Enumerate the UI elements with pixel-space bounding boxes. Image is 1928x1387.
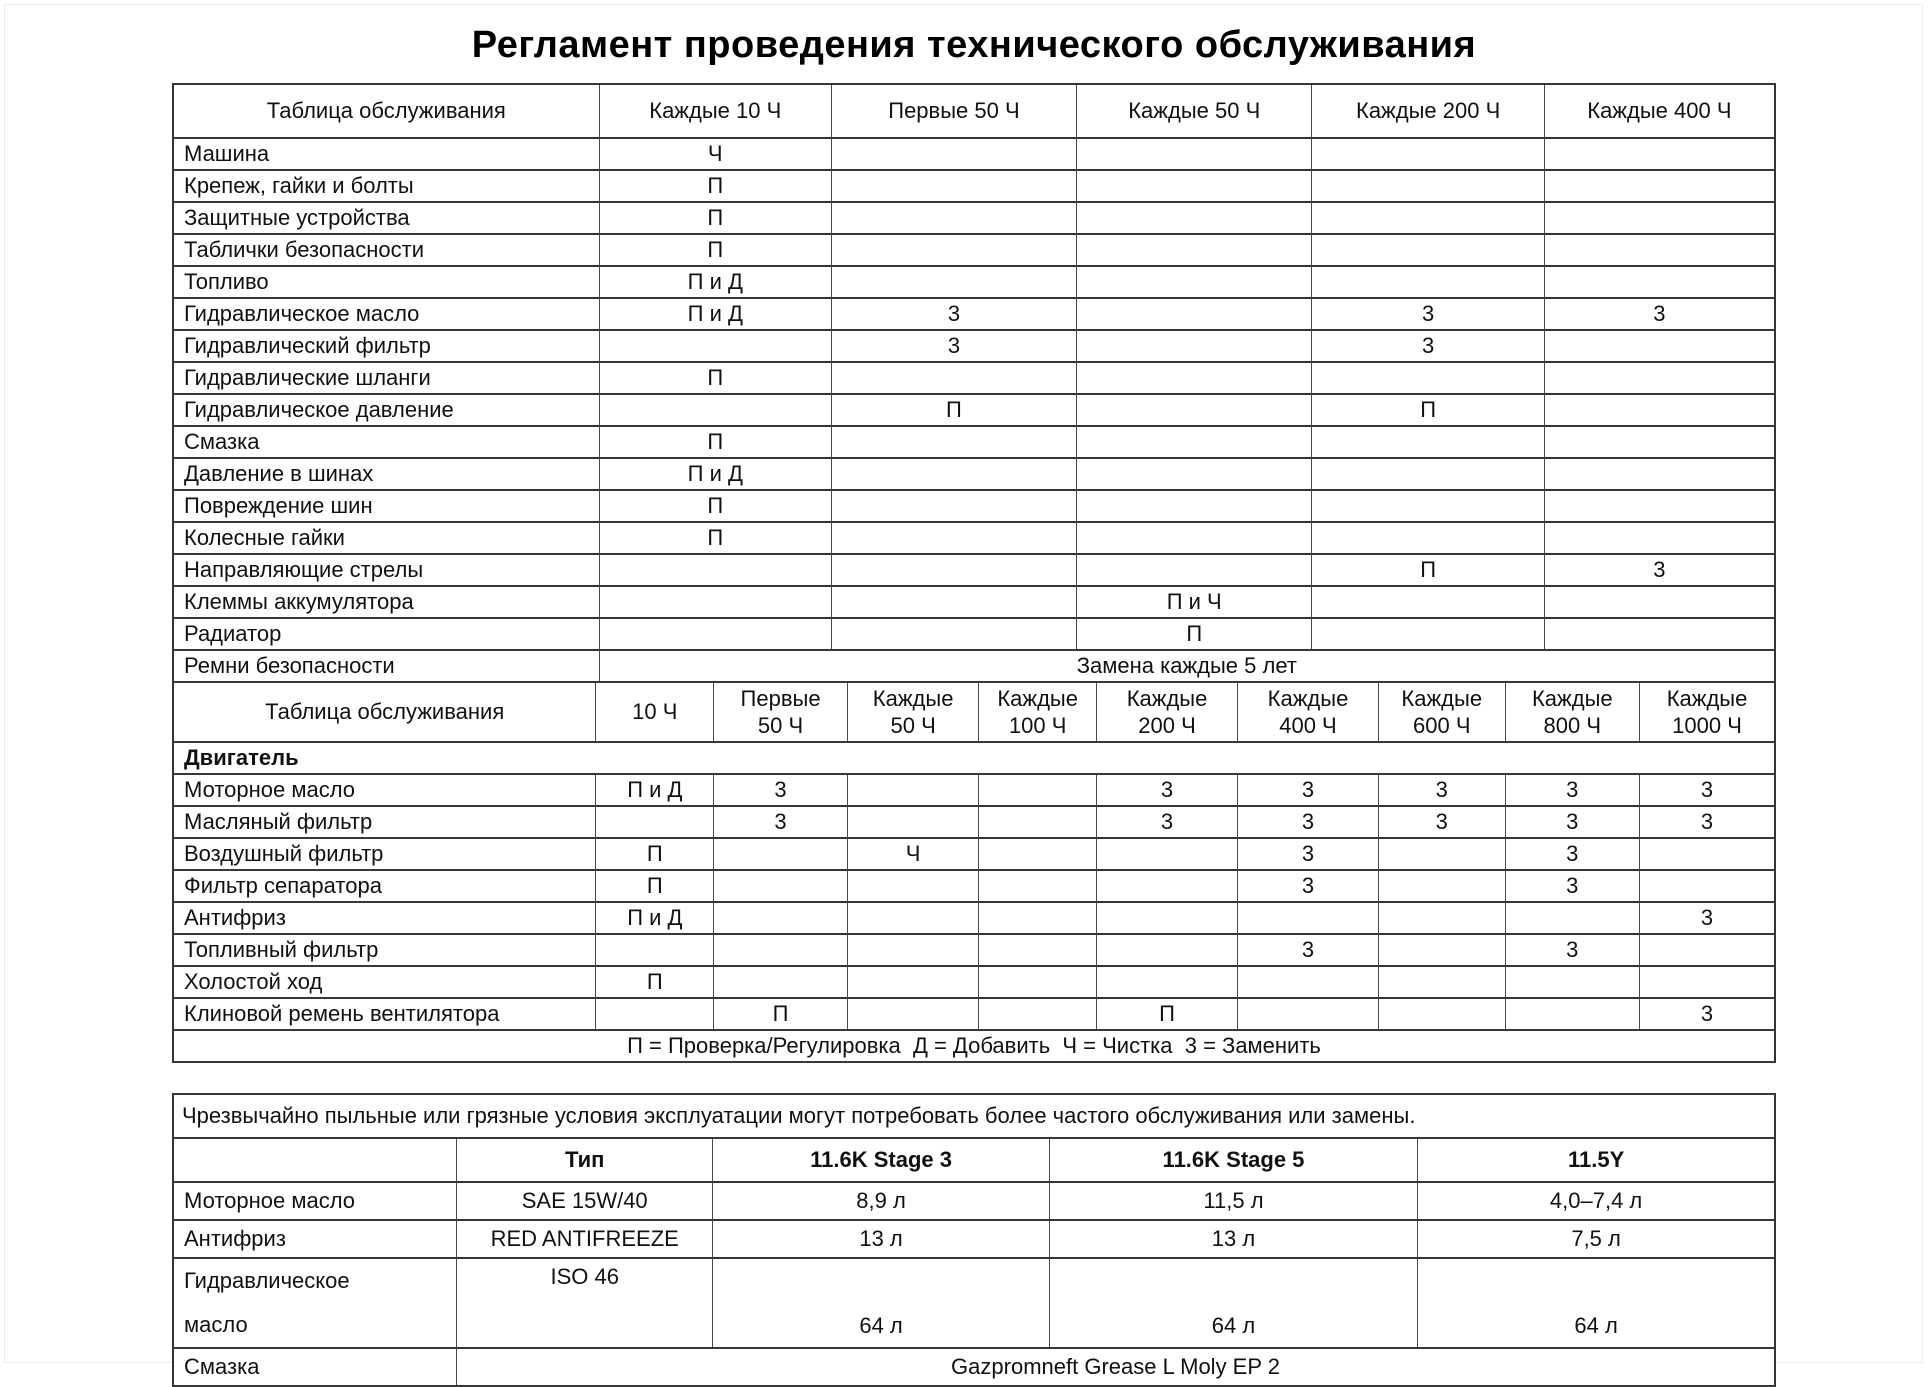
schedule-value — [599, 394, 831, 426]
schedule-value: П и Ч — [1077, 586, 1312, 618]
table-row — [173, 554, 1775, 586]
schedule-value: 3 — [1640, 774, 1775, 806]
schedule-value — [979, 998, 1097, 1030]
schedule-value — [1077, 266, 1312, 298]
header-row — [173, 1138, 1775, 1182]
schedule-value — [979, 838, 1097, 870]
schedule-value: П и Д — [596, 774, 714, 806]
column-header: Каждые 200 Ч — [1312, 84, 1544, 138]
column-header: 11.5Y — [1418, 1138, 1775, 1182]
schedule-value — [1312, 266, 1544, 298]
merged-schedule-value: Замена каждые 5 лет — [599, 650, 1775, 682]
merged-capacity-value: Gazpromneft Grease L Moly EP 2 — [457, 1348, 1775, 1386]
schedule-value — [1544, 170, 1775, 202]
row-label: Давление в шинах — [173, 458, 599, 490]
table-row — [173, 298, 1775, 330]
column-header: Каждые 800 Ч — [1505, 682, 1640, 742]
schedule-value: 3 — [1640, 902, 1775, 934]
schedule-value: П — [596, 966, 714, 998]
table-row — [173, 266, 1775, 298]
schedule-value: П — [596, 838, 714, 870]
schedule-value: 3 — [1097, 806, 1238, 838]
schedule-value — [1312, 490, 1544, 522]
table-row — [173, 426, 1775, 458]
schedule-value — [979, 774, 1097, 806]
schedule-value — [979, 934, 1097, 966]
row-label: Направляющие стрелы — [173, 554, 599, 586]
schedule-value — [847, 902, 978, 934]
schedule-value: П — [1312, 554, 1544, 586]
schedule-value: П — [1312, 394, 1544, 426]
schedule-value: П и Д — [599, 298, 831, 330]
row-label: Радиатор — [173, 618, 599, 650]
schedule-value: П — [599, 522, 831, 554]
schedule-value — [847, 998, 978, 1030]
header-row — [173, 682, 1775, 742]
schedule-value — [599, 554, 831, 586]
row-label: Клеммы аккумулятора — [173, 586, 599, 618]
schedule-value — [599, 330, 831, 362]
schedule-value — [1544, 618, 1775, 650]
schedule-value — [831, 202, 1076, 234]
schedule-value: 3 — [1544, 554, 1775, 586]
schedule-value: П и Д — [599, 266, 831, 298]
capacity-value: 13 л — [1049, 1220, 1417, 1258]
schedule-value: 3 — [1238, 774, 1379, 806]
schedule-value — [1097, 966, 1238, 998]
row-label: Гидравлическое давление — [173, 394, 599, 426]
schedule-value — [1238, 966, 1379, 998]
schedule-value — [831, 170, 1076, 202]
schedule-value — [847, 966, 978, 998]
schedule-value: Ч — [847, 838, 978, 870]
schedule-value — [1097, 934, 1238, 966]
schedule-value: П — [599, 426, 831, 458]
table-row — [173, 234, 1775, 266]
table-row — [173, 458, 1775, 490]
header-row — [173, 84, 1775, 138]
table-row — [173, 490, 1775, 522]
table-row — [173, 774, 1775, 806]
schedule-value — [831, 554, 1076, 586]
fluid-type: RED ANTIFREEZE — [457, 1220, 713, 1258]
column-header: 11.6K Stage 3 — [713, 1138, 1049, 1182]
row-label: Холостой ход — [173, 966, 596, 998]
schedule-value: 3 — [1238, 838, 1379, 870]
schedule-value — [1544, 138, 1775, 170]
schedule-value: 3 — [1640, 806, 1775, 838]
schedule-value — [1544, 490, 1775, 522]
schedule-value — [831, 522, 1076, 554]
table-row — [173, 966, 1775, 998]
schedule-value — [1544, 202, 1775, 234]
schedule-value — [1077, 426, 1312, 458]
page-title: Регламент проведения технического обслуживания — [471, 24, 1477, 66]
row-label: Топливо — [173, 266, 599, 298]
column-header: Каждые 200 Ч — [1097, 682, 1238, 742]
schedule-value — [1077, 490, 1312, 522]
fluid-type: ISO 46 — [457, 1258, 713, 1348]
schedule-value — [1378, 966, 1505, 998]
schedule-value — [1312, 234, 1544, 266]
schedule-value — [1505, 998, 1640, 1030]
schedule-value — [1077, 330, 1312, 362]
note-row — [173, 1094, 1775, 1138]
row-label: Смазка — [173, 426, 599, 458]
schedule-value — [1077, 138, 1312, 170]
schedule-value — [831, 426, 1076, 458]
schedule-value — [1312, 170, 1544, 202]
table-row — [173, 618, 1775, 650]
schedule-value — [847, 806, 978, 838]
legend-row — [173, 1030, 1775, 1062]
schedule-value — [1312, 362, 1544, 394]
schedule-value — [1544, 426, 1775, 458]
schedule-value — [1312, 202, 1544, 234]
schedule-value — [979, 806, 1097, 838]
schedule-value: П — [599, 234, 831, 266]
schedule-value — [1544, 586, 1775, 618]
schedule-value — [1312, 458, 1544, 490]
schedule-value — [1077, 170, 1312, 202]
maintenance-schedule-table — [172, 83, 1776, 683]
schedule-value — [847, 774, 978, 806]
capacity-value: 13 л — [713, 1220, 1049, 1258]
empty-header — [173, 1138, 457, 1182]
column-header: Первые 50 Ч — [714, 682, 848, 742]
schedule-value — [1544, 394, 1775, 426]
schedule-value — [1312, 522, 1544, 554]
schedule-value — [831, 490, 1076, 522]
schedule-value — [599, 586, 831, 618]
schedule-value — [1097, 870, 1238, 902]
table-row — [173, 586, 1775, 618]
schedule-value: П — [599, 362, 831, 394]
schedule-value — [1097, 902, 1238, 934]
schedule-value — [1378, 998, 1505, 1030]
row-label: Повреждение шин — [173, 490, 599, 522]
schedule-value — [1640, 870, 1775, 902]
schedule-value: П — [599, 170, 831, 202]
schedule-value — [596, 934, 714, 966]
schedule-value: 3 — [1378, 774, 1505, 806]
schedule-value: 3 — [1312, 298, 1544, 330]
row-label: Воздушный фильтр — [173, 838, 596, 870]
schedule-value — [1544, 522, 1775, 554]
schedule-value: 3 — [1505, 934, 1640, 966]
schedule-value: 3 — [1238, 870, 1379, 902]
column-header: Каждые 400 Ч — [1544, 84, 1775, 138]
schedule-value — [1077, 458, 1312, 490]
column-header: 11.6K Stage 5 — [1049, 1138, 1417, 1182]
table-row — [173, 838, 1775, 870]
schedule-value — [1505, 966, 1640, 998]
schedule-value — [1544, 362, 1775, 394]
schedule-value: Ч — [599, 138, 831, 170]
schedule-value: П — [1097, 998, 1238, 1030]
schedule-value: 3 — [1238, 934, 1379, 966]
schedule-value — [596, 806, 714, 838]
schedule-value — [979, 902, 1097, 934]
row-label: Моторное масло — [173, 774, 596, 806]
schedule-value — [714, 934, 848, 966]
schedule-value — [831, 458, 1076, 490]
document-content — [172, 0, 1776, 1387]
schedule-value — [831, 618, 1076, 650]
schedule-value — [1640, 934, 1775, 966]
schedule-value: П — [599, 202, 831, 234]
schedule-value — [1238, 998, 1379, 1030]
row-label: Антифриз — [173, 1220, 457, 1258]
schedule-value — [1378, 902, 1505, 934]
schedule-value — [1378, 934, 1505, 966]
schedule-value: 3 — [1505, 774, 1640, 806]
schedule-value — [831, 362, 1076, 394]
table-row — [173, 1220, 1775, 1258]
column-header: 10 Ч — [596, 682, 714, 742]
column-header: Каждые 100 Ч — [979, 682, 1097, 742]
schedule-value — [831, 234, 1076, 266]
row-label: Крепеж, гайки и болты — [173, 170, 599, 202]
schedule-value: 3 — [1097, 774, 1238, 806]
schedule-value: 3 — [1312, 330, 1544, 362]
table-row — [173, 522, 1775, 554]
schedule-value: 3 — [1640, 998, 1775, 1030]
column-header: Каждые 50 Ч — [847, 682, 978, 742]
table-row — [173, 394, 1775, 426]
schedule-value — [1312, 586, 1544, 618]
merged-row — [173, 650, 1775, 682]
column-header: Каждые 50 Ч — [1077, 84, 1312, 138]
table-row — [173, 870, 1775, 902]
dusty-conditions-note: Чрезвычайно пыльные или грязные условия эксплуатации могут потребовать более частого обслуживания или замены. — [173, 1094, 1775, 1138]
capacity-value: 64 л — [1049, 1258, 1417, 1348]
schedule-value — [714, 902, 848, 934]
schedule-value: 3 — [1378, 806, 1505, 838]
schedule-value: 3 — [831, 298, 1076, 330]
schedule-value: 3 — [1505, 806, 1640, 838]
section-row — [173, 742, 1775, 774]
capacity-value: 64 л — [713, 1258, 1049, 1348]
schedule-value: П — [599, 490, 831, 522]
table-row — [173, 934, 1775, 966]
row-label: Антифриз — [173, 902, 596, 934]
legend-text: П = Проверка/Регулировка Д = Добавить Ч = Чистка 3 = Заменить — [173, 1030, 1775, 1062]
schedule-value — [1097, 838, 1238, 870]
column-header: Тип — [457, 1138, 713, 1182]
schedule-value — [1077, 298, 1312, 330]
row-label: Гидравлическое масло — [173, 298, 599, 330]
schedule-value: П и Д — [596, 902, 714, 934]
schedule-value — [599, 618, 831, 650]
schedule-value: 3 — [1544, 298, 1775, 330]
schedule-value — [1077, 362, 1312, 394]
schedule-value: 3 — [1505, 838, 1640, 870]
schedule-value — [1544, 330, 1775, 362]
schedule-value — [714, 870, 848, 902]
schedule-value — [1640, 966, 1775, 998]
schedule-value — [831, 138, 1076, 170]
schedule-value — [714, 838, 848, 870]
schedule-value: П — [714, 998, 848, 1030]
schedule-value — [1378, 838, 1505, 870]
table-row — [173, 1182, 1775, 1220]
schedule-value — [1544, 458, 1775, 490]
schedule-value — [979, 870, 1097, 902]
schedule-value — [596, 998, 714, 1030]
schedule-value — [1312, 138, 1544, 170]
schedule-value: 3 — [714, 774, 848, 806]
schedule-value — [1077, 554, 1312, 586]
row-label: Таблички безопасности — [173, 234, 599, 266]
merged-row — [173, 1348, 1775, 1386]
capacity-value: 4,0–7,4 л — [1418, 1182, 1775, 1220]
section-header: Двигатель — [173, 742, 1775, 774]
row-label: Машина — [173, 138, 599, 170]
schedule-value — [1312, 618, 1544, 650]
row-label: Гидравлическое масло — [173, 1258, 457, 1348]
row-label: Моторное масло — [173, 1182, 457, 1220]
schedule-value — [1312, 426, 1544, 458]
fluid-type: SAE 15W/40 — [457, 1182, 713, 1220]
table-row — [173, 138, 1775, 170]
schedule-value — [1077, 234, 1312, 266]
schedule-value — [1238, 902, 1379, 934]
table-title-header: Таблица обслуживания — [173, 84, 599, 138]
schedule-value — [1077, 394, 1312, 426]
capacity-value: 11,5 л — [1049, 1182, 1417, 1220]
row-label: Гидравлический фильтр — [173, 330, 599, 362]
schedule-value — [847, 934, 978, 966]
row-label: Гидравлические шланги — [173, 362, 599, 394]
schedule-value: 3 — [714, 806, 848, 838]
row-label: Ремни безопасности — [173, 650, 599, 682]
schedule-value — [1505, 902, 1640, 934]
schedule-value — [1640, 838, 1775, 870]
table-title-header: Таблица обслуживания — [173, 682, 596, 742]
schedule-value: П и Д — [599, 458, 831, 490]
row-label: Топливный фильтр — [173, 934, 596, 966]
row-label: Смазка — [173, 1348, 457, 1386]
schedule-value — [714, 966, 848, 998]
row-label: Фильтр сепаратора — [173, 870, 596, 902]
schedule-value — [1077, 202, 1312, 234]
table-row — [173, 362, 1775, 394]
table-row — [173, 170, 1775, 202]
table-row — [173, 1258, 1775, 1348]
table-row — [173, 330, 1775, 362]
column-header: Первые 50 Ч — [831, 84, 1076, 138]
schedule-value — [831, 586, 1076, 618]
fluids-capacity-table — [172, 1093, 1776, 1387]
column-header: Каждые 1000 Ч — [1640, 682, 1775, 742]
schedule-value: 3 — [831, 330, 1076, 362]
row-label: Клиновой ремень вентилятора — [173, 998, 596, 1030]
schedule-value: П — [831, 394, 1076, 426]
schedule-value — [1544, 234, 1775, 266]
engine-schedule-table — [172, 681, 1776, 1063]
column-header: Каждые 400 Ч — [1238, 682, 1379, 742]
table-row — [173, 998, 1775, 1030]
capacity-value: 7,5 л — [1418, 1220, 1775, 1258]
schedule-value: 3 — [1238, 806, 1379, 838]
schedule-value — [979, 966, 1097, 998]
row-label: Масляный фильтр — [173, 806, 596, 838]
table-row — [173, 806, 1775, 838]
capacity-value: 8,9 л — [713, 1182, 1049, 1220]
schedule-value — [1544, 266, 1775, 298]
schedule-value: 3 — [1505, 870, 1640, 902]
table-row — [173, 902, 1775, 934]
table-row — [173, 202, 1775, 234]
column-header: Каждые 10 Ч — [599, 84, 831, 138]
row-label: Защитные устройства — [173, 202, 599, 234]
schedule-value — [1077, 522, 1312, 554]
schedule-value: П — [1077, 618, 1312, 650]
schedule-value — [1378, 870, 1505, 902]
row-label: Колесные гайки — [173, 522, 599, 554]
capacity-value: 64 л — [1418, 1258, 1775, 1348]
schedule-value: П — [596, 870, 714, 902]
schedule-value — [831, 266, 1076, 298]
column-header: Каждые 600 Ч — [1378, 682, 1505, 742]
schedule-value — [847, 870, 978, 902]
